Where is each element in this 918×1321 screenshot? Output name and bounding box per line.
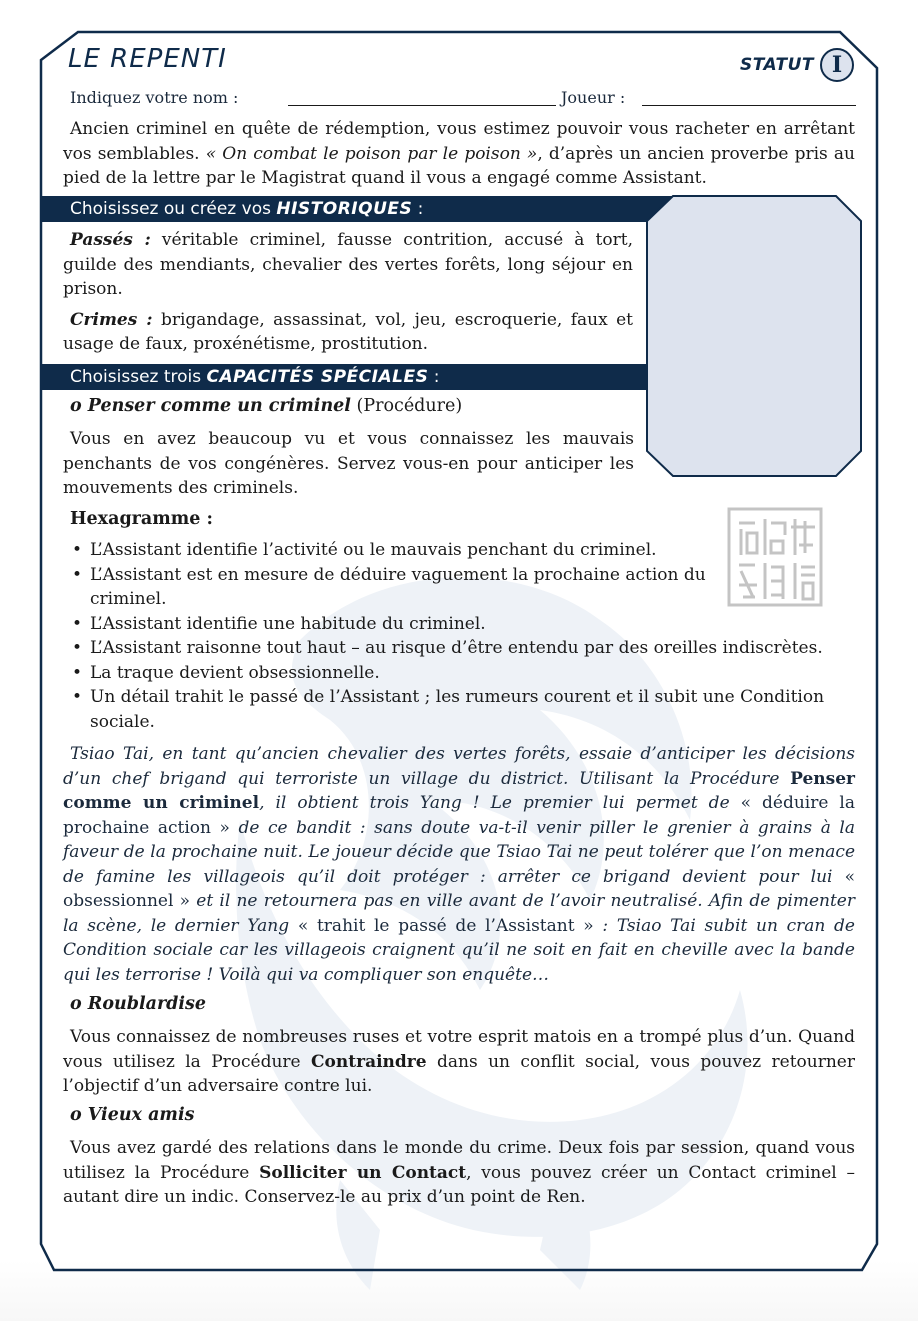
intro-text: Ancien criminel en quête de rédemption, vous estimez pouvoir vous racheter en arrêtant vos semblables.: [63, 119, 855, 164]
procedure-name: Contraindre: [311, 1051, 427, 1072]
capacity-name: Penser comme un criminel: [87, 396, 351, 416]
hexagramme-item: • Un détail trahit le passé de l’Assistant ; les rumeurs courent et il subit une Condition sociale.: [68, 685, 858, 734]
passes-text: véritable criminel, fausse contrition, accusé à tort, guilde des mendiants, chevalier des vertes forêts, long séjour en prison.: [63, 230, 633, 299]
capacity-penser-description: Vous en avez beaucoup vu et vous connaissez les mauvais penchants de vos congénères. Servez vous-en pour anticiper les mouvements des criminels.: [63, 429, 634, 498]
capacites-header-suffix: :: [428, 367, 440, 387]
example-bold: Penser comme un criminel: [63, 768, 855, 813]
intro-paragraph: [63, 117, 855, 191]
capacity-desc: Vous avez gardé des relations dans le monde du crime. Deux fois par session, quand vous utilisez la Procédure: [63, 1138, 855, 1183]
procedure-name: Solliciter un Contact: [259, 1162, 467, 1183]
example-text: de ce bandit : sans doute va-t-il venir piller le grenier à grains à la faveur de la prochaine nuit. Le joueur décide que Tsiao Tai ne peut tolérer que l’on menace de famine les villageois qu’il doit protéger : arrêter ce brigand devient pour lui: [63, 817, 855, 887]
example-quote: « déduire la prochaine action »: [63, 793, 855, 838]
historiques-header-suffix: :: [412, 199, 424, 219]
capacity-name: Vieux amis: [87, 1105, 195, 1125]
capacity-vieux-amis-description: [63, 1136, 855, 1210]
example-text: : Tsiao Tai subit un cran de Condition sociale car les villageois craignent qu’il ne soit en fait en cheville avec la bande qui les terrorise ! Voilà qui va compliquer son enquête…: [63, 915, 855, 985]
example-text: et il ne retournera pas en ville avant de l’avoir neutralisé. Afin de pimenter la scène, le dernier Yang: [63, 891, 855, 936]
historiques-header-keyword: HISTORIQUES: [276, 199, 413, 219]
historiques-header: [42, 196, 682, 222]
capacity-desc: dans un conflit social, vous pouvez retourner l’objectif d’un adversaire contre lui.: [63, 1051, 855, 1096]
statut-badge: I: [820, 48, 854, 82]
capacity-checkbox[interactable]: o: [70, 994, 82, 1014]
crimes-text: brigandage, assassinat, vol, jeu, escroquerie, faux et usage de faux, proxénétisme, prostitution.: [63, 309, 633, 354]
hexagramme-list: [68, 538, 858, 734]
capacity-desc: , vous pouvez créer un Contact criminel – autant dire un indic. Conservez-le au prix d’un point de Ren.: [63, 1162, 855, 1207]
capacity-checkbox[interactable]: o: [70, 1105, 82, 1125]
hexagramme-title: Hexagramme :: [70, 509, 213, 529]
example-quote: « trahit le passé de l’Assistant »: [297, 915, 594, 936]
hexagramme-item: • L’Assistant raisonne tout haut – au risque d’être entendu par des oreilles indiscrètes.: [68, 636, 858, 661]
crimes-line: [63, 308, 633, 357]
historiques-header-prefix: Choisissez ou créez vos: [70, 199, 277, 219]
intro-quote: « On combat le poison par le poison »: [205, 143, 538, 164]
player-field[interactable]: [642, 105, 856, 106]
example-text: Tsiao Tai, en tant qu’ancien chevalier des vertes forêts, essaie d’anticiper les décisions d’un chef brigand qui terroriste un village du district. Utilisant la Procédure: [63, 744, 855, 789]
name-field[interactable]: [288, 105, 556, 106]
hexagramme-item: • La traque devient obsessionnelle.: [68, 661, 858, 686]
capacites-header-prefix: Choisissez trois: [70, 367, 207, 387]
name-label: Indiquez votre nom :: [70, 88, 239, 107]
example-text: , il obtient trois Yang ! Le premier lui permet de: [259, 793, 741, 813]
example-quote: « obsessionnel »: [63, 866, 855, 911]
portrait-box[interactable]: [646, 195, 862, 477]
capacity-name: Roublardise: [87, 994, 207, 1014]
identity-row: [70, 88, 856, 110]
intro-text-end: , d’après un ancien proverbe pris au pied de la lettre par le Magistrat quand il vous a engagé comme Assistant.: [63, 143, 855, 188]
hexagramme-item: • L’Assistant est en mesure de déduire vaguement la prochaine action du criminel.: [68, 563, 710, 612]
example-paragraph: [63, 742, 855, 987]
capacites-header: [42, 364, 650, 390]
passes-label: Passés :: [70, 230, 151, 250]
sheet-title: LE REPENTI: [68, 44, 227, 74]
player-label: Joueur :: [561, 88, 626, 107]
capacites-header-keyword: CAPACITÉS SPÉCIALES: [206, 367, 429, 387]
historiques-block: [63, 228, 633, 363]
capacity-roublardise-title: [70, 994, 206, 1014]
capacity-roublardise-description: [63, 1025, 855, 1099]
passes-line: [63, 228, 633, 302]
capacity-checkbox[interactable]: o: [70, 396, 82, 416]
statut-label: STATUT: [739, 55, 814, 75]
statut: [740, 48, 854, 82]
hexagramme-item: • L’Assistant identifie l’activité ou le mauvais penchant du criminel.: [68, 538, 710, 563]
capacity-penser-title: [70, 396, 462, 416]
capacity-desc: Vous connaissez de nombreuses ruses et votre esprit matois en a trompé plus d’un. Quand vous utilisez la Procédure: [63, 1027, 855, 1072]
crimes-label: Crimes :: [70, 309, 153, 330]
capacity-type: (Procédure): [350, 396, 463, 416]
capacity-vieux-amis-title: [70, 1105, 194, 1125]
hexagramme-item: • L’Assistant identifie une habitude du criminel.: [68, 612, 858, 637]
